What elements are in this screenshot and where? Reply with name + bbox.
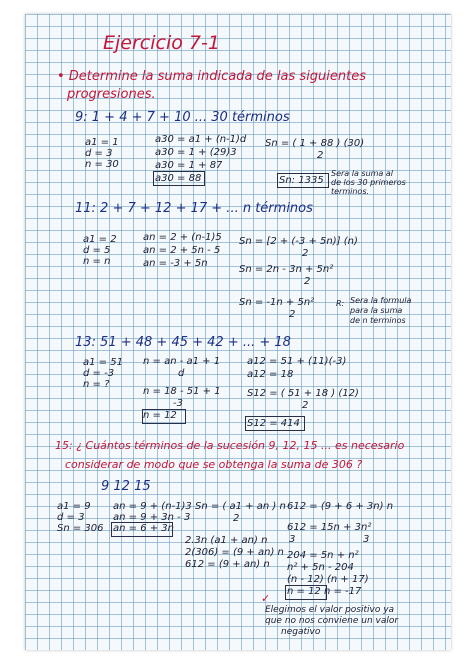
- p15-right-6: n = 12 n = -17: [287, 586, 362, 597]
- p15-an-box: [111, 522, 173, 537]
- p15-right-3: 204 = 5n + n²: [287, 550, 359, 561]
- instruction-line-2: progresiones.: [67, 87, 156, 102]
- p15-mid-1: 2.3n (a1 + an) n: [185, 535, 268, 546]
- p15-mid-2: 2(306) = (9 + an) n: [185, 547, 284, 558]
- p15-sn-den: 2: [233, 513, 240, 524]
- p11-step-3: an = -3 + 5n: [143, 258, 208, 269]
- p11-sum-3: Sn = -1n + 5n²: [239, 297, 315, 308]
- p15-note-3: negativo: [281, 627, 321, 637]
- p9-result: Sn: 1335: [279, 175, 324, 186]
- p15-given-sn: Sn = 306: [57, 523, 104, 534]
- p13-sum: S12 = ( 51 + 18 ) (12): [247, 388, 359, 399]
- p13-n-substituted: n = 18 - 51 + 1: [143, 386, 221, 397]
- p11-given-a1: a1 = 2: [83, 234, 117, 245]
- p9-note-1: Sera la suma al: [331, 169, 394, 178]
- p13-sum-den: 2: [302, 400, 309, 411]
- p13-given-a1: a1 = 51: [83, 357, 123, 368]
- p11-sum-3-den: 2: [289, 309, 296, 320]
- p9-step-2: a30 = 1 + (29)3: [155, 147, 237, 158]
- p15-given-d: d = 3: [57, 512, 85, 523]
- p15-right-5: (n - 12) (n + 17): [287, 574, 369, 585]
- p15-right-1: 612 = (9 + 6 + 3n) n: [287, 501, 394, 512]
- p13-n-formula-den: d: [178, 368, 185, 379]
- p13-result: S12 = 414: [247, 418, 300, 429]
- p11-step-1: an = 2 + (n-1)5: [143, 232, 222, 243]
- p11-sum-2: Sn = 2n - 3n + 5n²: [239, 264, 334, 275]
- p11-given-d: d = 5: [83, 245, 111, 256]
- p13-step-1: a12 = 51 + (11)(-3): [247, 356, 347, 367]
- p13-n-formula: n = an - a1 + 1: [143, 356, 221, 367]
- p9-step-1: a30 = a1 + (n-1)d: [155, 134, 247, 145]
- p15-answer-box: [285, 585, 327, 600]
- p15-given-a1: a1 = 9: [57, 501, 91, 512]
- p15-an-1: an = 9 + (n-1)3: [113, 501, 192, 512]
- p13-step-2: a12 = 18: [247, 369, 294, 380]
- p15-sn-formula: Sn = ( a1 + an ) n: [195, 501, 286, 512]
- notebook-page: [25, 14, 451, 650]
- p15-right-2: 612 = 15n + 3n²: [287, 522, 372, 533]
- p11-note-3: de n terminos: [350, 316, 406, 325]
- instruction-line-1: • Determine la suma indicada de las siguientes: [57, 69, 367, 84]
- p15-right-den-left: 3: [289, 534, 296, 545]
- p9-step-4: a30 = 88: [155, 173, 202, 184]
- p11-sum-1: Sn = [2 + (-3 + 5n)] (n): [239, 236, 358, 247]
- p15-right-den-right: 3: [363, 534, 370, 545]
- p11-note-1: Sera la formula: [350, 296, 412, 305]
- p9-answer-box: [153, 171, 205, 186]
- p11-note-2: para la suma: [350, 306, 403, 315]
- p13-n-box: [142, 409, 186, 424]
- p11-given-n: n = n: [83, 256, 111, 267]
- p9-step-3: a30 = 1 + 87: [155, 160, 223, 171]
- p9-note-2: de los 30 primeros: [331, 178, 406, 187]
- p15-an-2: an = 9 + 3n - 3: [113, 512, 191, 523]
- p11-step-2: an = 2 + 5n - 5: [143, 245, 221, 256]
- problem-15-question-1: 15: ¿ Cuántos términos de la sucesión 9, 12, 15 ... es necesario: [55, 439, 405, 452]
- p13-given-d: d = -3: [83, 368, 115, 379]
- p15-note-1: Elegimos el valor positivo ya: [265, 605, 395, 615]
- problem-13-header: 13: 51 + 48 + 45 + 42 + ... + 18: [75, 335, 291, 350]
- p15-sequence: 9 12 15: [101, 479, 151, 494]
- p15-mid-3: 612 = (9 + an) n: [185, 559, 270, 570]
- p9-given-a1: a1 = 1: [85, 137, 119, 148]
- p9-given-n: n = 30: [85, 159, 119, 170]
- p13-n-result: n = 12: [143, 410, 177, 421]
- p13-n-substituted-den: -3: [173, 398, 183, 409]
- p9-sum-denominator: 2: [317, 150, 324, 161]
- problem-11-header: 11: 2 + 7 + 12 + 17 + ... n términos: [75, 201, 313, 216]
- problem-9-header: 9: 1 + 4 + 7 + 10 ... 30 términos: [75, 110, 290, 125]
- p13-given-n: n = ?: [83, 379, 110, 390]
- p15-an-3: an = 6 + 3n: [113, 523, 175, 534]
- problem-15-question-2: considerar de modo que se obtenga la suma de 306 ?: [65, 458, 363, 471]
- page-title: Ejercicio 7-1: [103, 32, 220, 54]
- p15-note-2: que no nos conviene un valor: [265, 616, 399, 626]
- check-mark-icon: ✓: [261, 592, 271, 605]
- p15-right-4: n² + 5n - 204: [287, 562, 354, 573]
- p11-r-label: R:: [336, 299, 345, 308]
- p9-sum-formula: Sn = ( 1 + 88 ) (30): [265, 138, 365, 149]
- p13-result-box: [245, 416, 305, 431]
- p9-given-d: d = 3: [85, 148, 113, 159]
- p11-sum-1-den: 2: [302, 248, 309, 259]
- p9-result-box: [277, 173, 329, 188]
- p11-sum-2-den: 2: [304, 276, 311, 287]
- p9-note-3: terminos.: [331, 187, 370, 196]
